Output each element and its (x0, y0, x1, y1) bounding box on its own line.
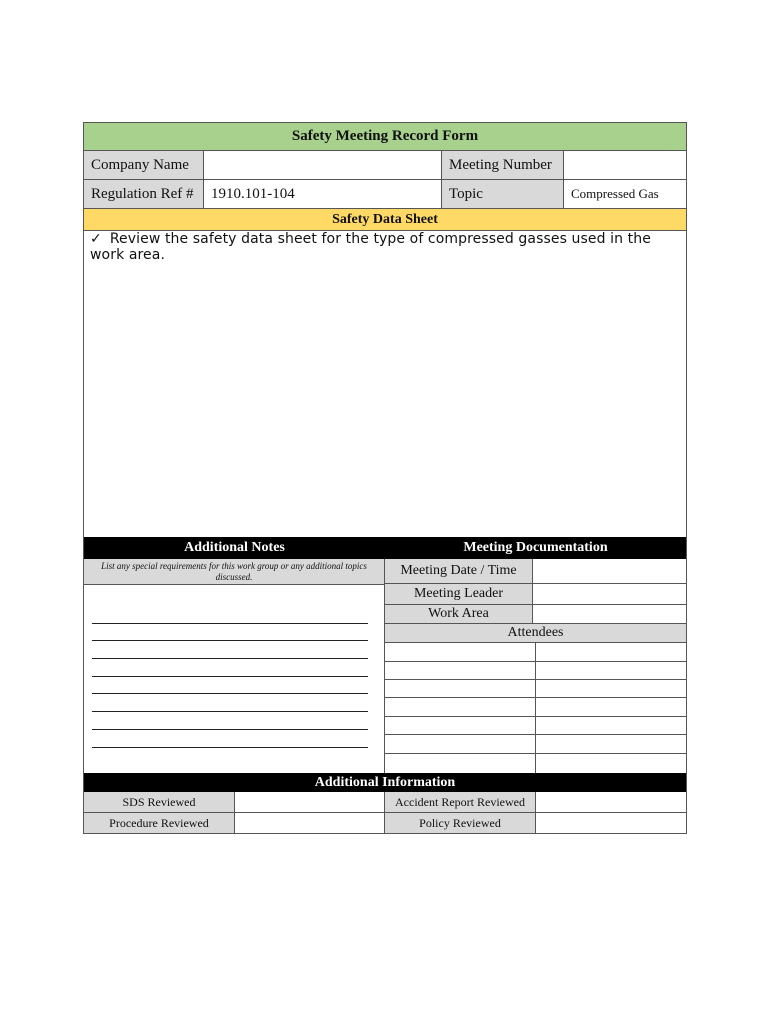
attendee-cell[interactable] (385, 754, 536, 773)
policy-reviewed-label: Policy Reviewed (385, 813, 536, 833)
meeting-date-label: Meeting Date / Time (385, 559, 533, 584)
topic-field[interactable]: Compressed Gas (564, 180, 686, 209)
note-line[interactable] (92, 747, 368, 748)
attendee-cell[interactable] (385, 680, 536, 698)
form-title: Safety Meeting Record Form (84, 123, 686, 151)
meeting-date-field[interactable] (533, 559, 686, 584)
topic-label: Topic (442, 180, 564, 209)
regulation-field[interactable]: 1910.101-104 (204, 180, 442, 209)
note-line[interactable] (92, 640, 368, 641)
policy-reviewed-field[interactable] (536, 813, 686, 833)
sds-item-text: Review the safety data sheet for the type of compressed gasses used in the work area. (90, 231, 651, 263)
note-line[interactable] (92, 623, 368, 624)
meeting-documentation-title: Meeting Documentation (463, 540, 608, 555)
sds-section-title: Safety Data Sheet (84, 209, 686, 231)
attendee-cell[interactable] (536, 754, 686, 773)
accident-report-field[interactable] (536, 792, 686, 813)
additional-info-title: Additional Information (84, 773, 686, 792)
sds-reviewed-field[interactable] (235, 792, 385, 813)
attendee-cell[interactable] (536, 717, 686, 735)
attendee-cell[interactable] (385, 717, 536, 735)
meeting-number-label: Meeting Number (442, 151, 564, 180)
procedure-reviewed-field[interactable] (235, 813, 385, 833)
attendee-cell[interactable] (536, 662, 686, 680)
additional-notes-title: Additional Notes (184, 540, 285, 555)
work-area-label: Work Area (385, 605, 533, 624)
note-line[interactable] (92, 729, 368, 730)
attendee-cell[interactable] (385, 643, 536, 662)
attendee-cell[interactable] (536, 680, 686, 698)
notes-area[interactable] (84, 585, 385, 773)
note-line[interactable] (92, 711, 368, 712)
meeting-leader-field[interactable] (533, 584, 686, 605)
note-line[interactable] (92, 658, 368, 659)
attendee-cell[interactable] (536, 698, 686, 717)
attendees-label: Attendees (385, 624, 686, 643)
company-name-field[interactable] (204, 151, 442, 180)
accident-report-label: Accident Report Reviewed (385, 792, 536, 813)
safety-meeting-form (83, 122, 687, 834)
attendee-cell[interactable] (536, 643, 686, 662)
notes-instruction: List any special requirements for this work group or any additional topics discussed. (84, 559, 385, 585)
sds-reviewed-label: SDS Reviewed (84, 792, 235, 813)
meeting-number-field[interactable] (564, 151, 686, 180)
sds-checklist-item (90, 231, 686, 263)
checkmark-icon: ✓ (90, 231, 102, 247)
regulation-label: Regulation Ref # (84, 180, 204, 209)
attendee-cell[interactable] (385, 735, 536, 754)
attendee-cell[interactable] (385, 698, 536, 717)
procedure-reviewed-label: Procedure Reviewed (84, 813, 235, 833)
note-line[interactable] (92, 676, 368, 677)
note-line[interactable] (92, 693, 368, 694)
work-area-field[interactable] (533, 605, 686, 624)
meeting-leader-label: Meeting Leader (385, 584, 533, 605)
attendee-cell[interactable] (536, 735, 686, 754)
company-name-label: Company Name (84, 151, 204, 180)
attendee-cell[interactable] (385, 662, 536, 680)
